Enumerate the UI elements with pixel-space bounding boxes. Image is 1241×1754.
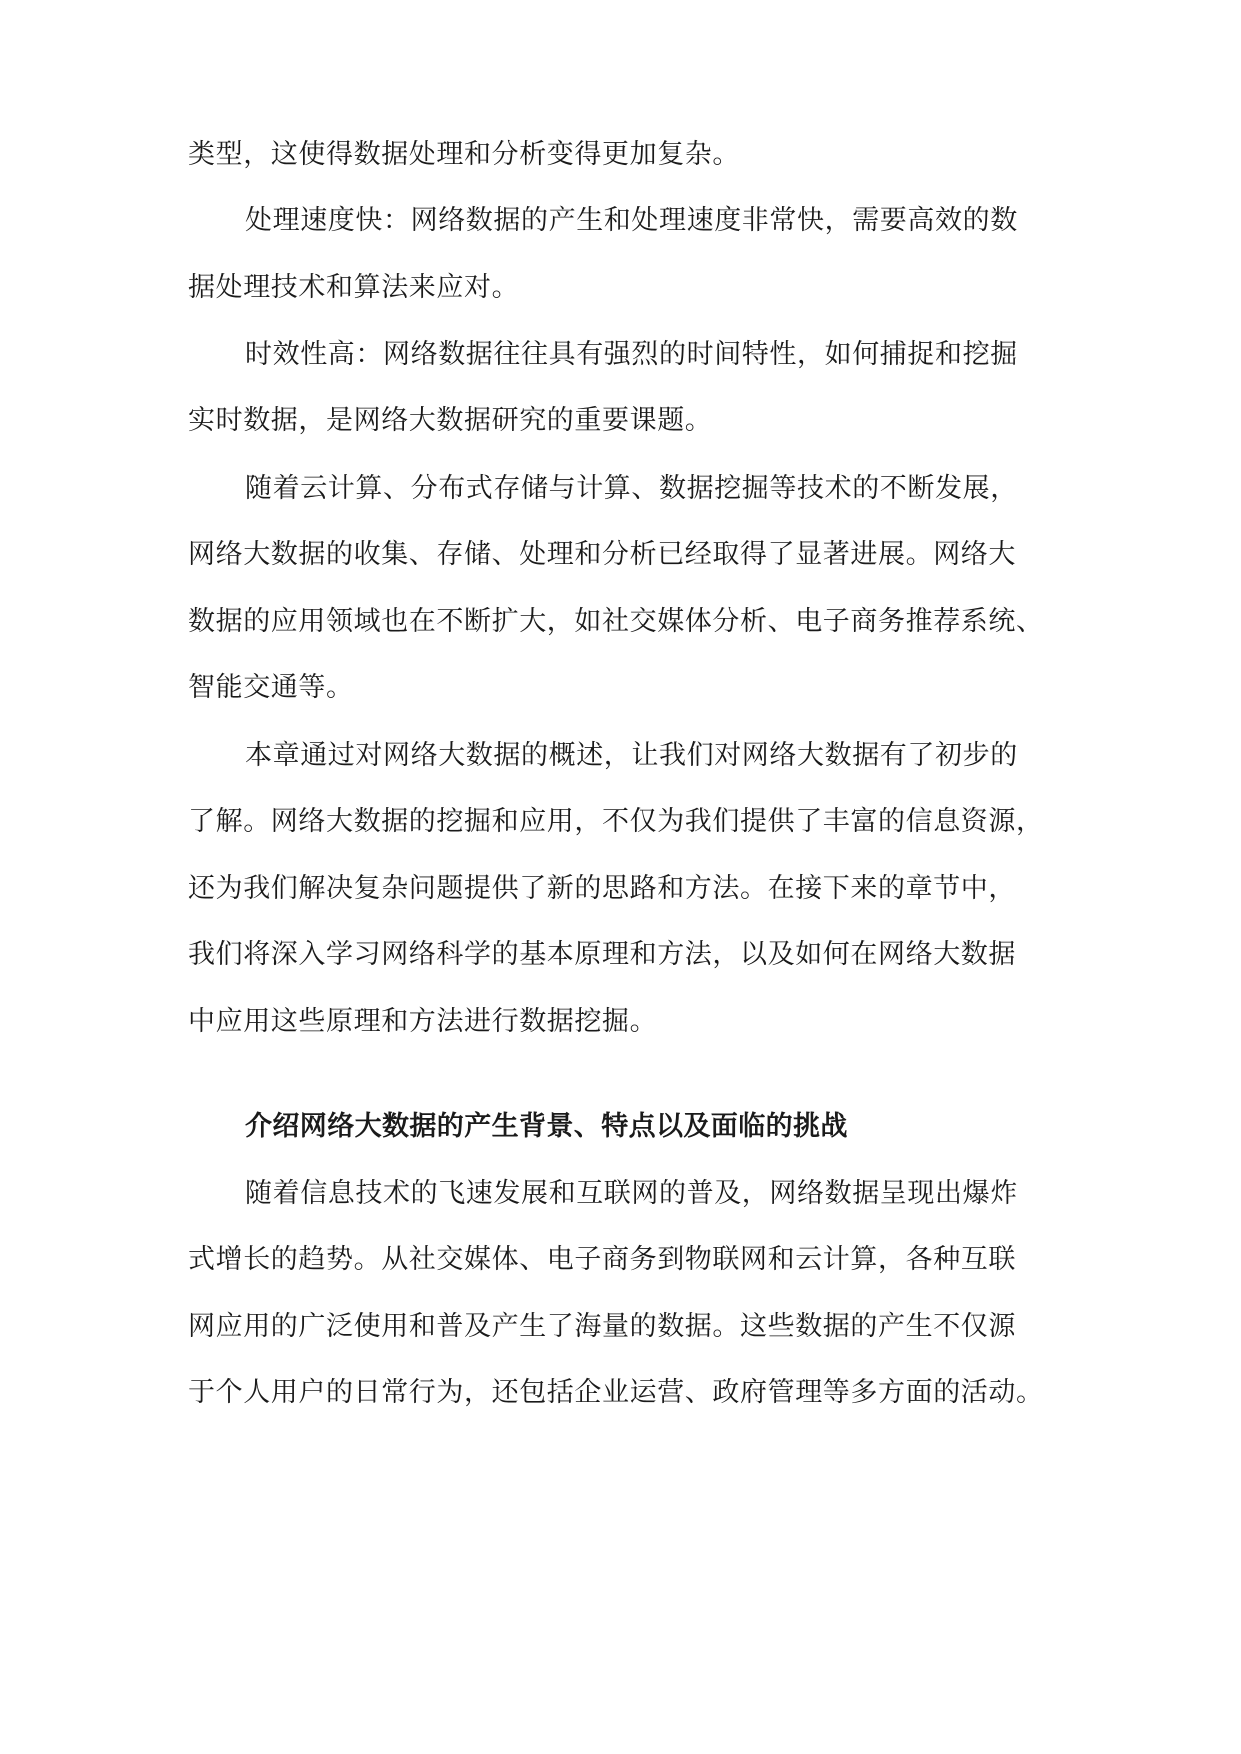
- paragraph-line: 时效性高：网络数据往往具有强烈的时间特性，如何捕捉和挖掘: [245, 339, 1018, 370]
- paragraph-line: 类型，这使得数据处理和分析变得更加复杂。: [188, 139, 740, 170]
- paragraph-line: 了解。网络大数据的挖掘和应用，不仅为我们提供了丰富的信息资源，: [188, 806, 1044, 837]
- paragraph-line: 还为我们解决复杂问题提供了新的思路和方法。在接下来的章节中，: [188, 873, 1016, 904]
- paragraph-line: 处理速度快：网络数据的产生和处理速度非常快，需要高效的数: [245, 205, 1018, 236]
- paragraph-line: 实时数据，是网络大数据研究的重要课题。: [188, 405, 713, 436]
- paragraph-line: 中应用这些原理和方法进行数据挖掘。: [188, 1006, 658, 1037]
- paragraph-line: 式增长的趋势。从社交媒体、电子商务到物联网和云计算，各种互联: [188, 1244, 1016, 1275]
- paragraph-line: 我们将深入学习网络科学的基本原理和方法，以及如何在网络大数据: [188, 939, 1016, 970]
- paragraph-line: 本章通过对网络大数据的概述，让我们对网络大数据有了初步的: [245, 740, 1018, 771]
- paragraph-line: 据处理技术和算法来应对。: [188, 272, 520, 303]
- paragraph-line: 网应用的广泛使用和普及产生了海量的数据。这些数据的产生不仅源: [188, 1311, 1016, 1342]
- paragraph-line: 智能交通等。: [188, 672, 354, 703]
- paragraph-line: 网络大数据的收集、存储、处理和分析已经取得了显著进展。网络大: [188, 539, 1016, 570]
- paragraph-line: 随着信息技术的飞速发展和互联网的普及，网络数据呈现出爆炸: [245, 1178, 1018, 1209]
- paragraph-line: 数据的应用领域也在不断扩大，如社交媒体分析、电子商务推荐系统、: [188, 606, 1044, 637]
- section-heading: 介绍网络大数据的产生背景、特点以及面临的挑战: [245, 1111, 848, 1142]
- paragraph-line: 于个人用户的日常行为，还包括企业运营、政府管理等多方面的活动。: [188, 1377, 1044, 1408]
- paragraph-line: 随着云计算、分布式存储与计算、数据挖掘等技术的不断发展，: [245, 473, 1018, 504]
